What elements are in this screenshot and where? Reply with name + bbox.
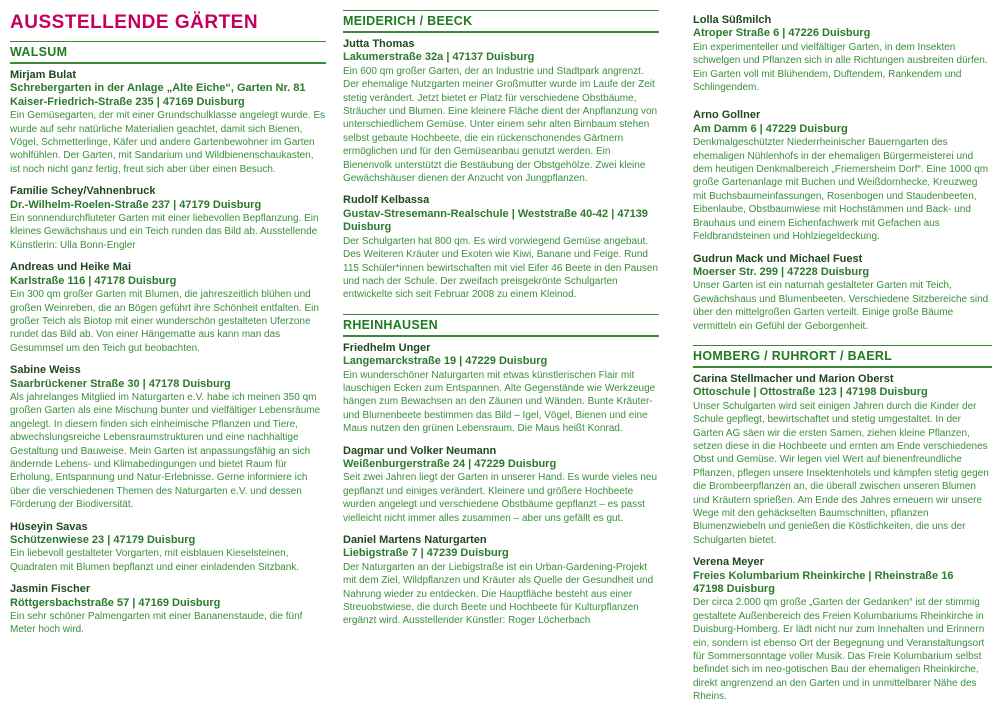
- column-3: [693, 0, 992, 713]
- entry-name: Mirjam Bulat: [10, 69, 77, 81]
- garden-entry: [343, 194, 659, 301]
- section-heading-rheinhausen: RHEINHAUSEN: [343, 314, 659, 337]
- entry-address: Schrebergarten in der Anlage „Alte Eiche“, Garten Nr. 81: [10, 82, 306, 95]
- entry-name: Jasmin Fischer: [10, 583, 91, 596]
- entry-description: Der Schulgarten hat 800 qm. Es wird vorwiegend Gemüse angebaut. Des Weiteren Kräuter und Exoten wie Kiwi, Banane und Feige. Rund 115 Schüler*innen bewirtschaften mit viel Eifer 46 Beete in den Pausen und nach der Schule. Der zweifach preisgekrönte Schulgarten entwickelte sich seit Februar 2008 zu einem Kleinod.: [343, 235, 659, 301]
- entry-description: Ein liebevoll gestalteter Vorgarten, mit eisblauen Kieselsteinen, Quadraten mit Blumen bepflanzt und einer einladenden Sitzbank.: [10, 548, 300, 573]
- entry-description: Der circa 2.000 qm große „Garten der Gedanken“ ist der stimmig gestaltete Außenbereich des Freien Kolumbariums Rheinkirche in Duisburg-Homberg. Er lädt nicht nur zum Innehalten und Erinnern ein, sondern ist ebenso Ort der Begegnung und Veranstaltungsort für Sommersonntage voller Musik. Das Freie Kolumbarium selbst befindet sich im neo-gotischen Bau der ehemaligen Rheinkirche, direkt angrenzend an den Garten und in unmittelbarer Nähe des Rheins.: [693, 597, 985, 703]
- entry-address: 47198 Duisburg: [693, 583, 775, 596]
- entry-description: Seit zwei Jahren liegt der Garten in unserer Hand. Es wurde vieles neu gepflanzt und einiges verändert. Kleinere und größere Hochbeete wurden angelegt und verschiedene Obstbäume gepflanzt – es passt vielleicht nicht immer alles zusammen – aber uns gefällt es gut.: [343, 472, 658, 524]
- entry-address: Gustav-Stresemann-Realschule | Weststraße 40-42 | 47139 Duisburg: [343, 207, 648, 234]
- entry-address: Kaiser-Friedrich-Straße 235 | 47169 Duisburg: [10, 95, 245, 108]
- entry-address: Karlstraße 116 | 47178 Duisburg: [10, 274, 177, 287]
- garden-entry: [343, 38, 659, 185]
- entry-name: Andreas und Heike Mai: [10, 261, 132, 274]
- entry-name: Lolla Süßmilch: [693, 14, 772, 26]
- garden-entry: [343, 445, 659, 525]
- entry-name: Verena Meyer: [693, 556, 764, 569]
- garden-entry: [343, 342, 659, 436]
- entry-name: Gudrun Mack und Michael Fuest: [693, 252, 863, 265]
- entry-name: Sabine Weiss: [10, 364, 81, 377]
- garden-entry: [693, 556, 992, 703]
- entry-name: Familie Schey/Vahnenbruck: [10, 185, 156, 198]
- entry-name: Dagmar und Volker Neumann: [343, 444, 497, 457]
- entry-address: Liebigstraße 7 | 47239 Duisburg: [343, 547, 509, 560]
- garden-entry: [693, 373, 992, 547]
- entry-description: Als jahrelanges Mitglied im Naturgarten e.V. habe ich meinen 350 qm großen Garten als eine Mischung bunter und vielfältiger Lebensräume angelegt. In diesem finden sich einheimische Pflanzen und Tiere, abwechslungsreiche Lebensraumstrukturen und eine nachhaltige Gestaltung und Bauweise. Mein Garten ist anpassungsfähig an sich ändernde Lebens- und Klimabedingungen und bietet Raum für Erholung, Entspannung und Natur-Erlebnisse. Gerne informiere ich über die verschiedenen Themen des Naturgarten e.V. und dessen Förderung der Biodiversität.: [10, 391, 321, 511]
- entry-description: Der Naturgarten an der Liebigstraße ist ein Urban-Gardening-Projekt mit dem Ziel, Wildpflanzen und Kräuter als Quelle der Gesundheit und Nahrung wieder zu entdecken. Die Hauptfläche besteht aus einer Streuobstwiese, die durch Beete und Hochbeete für Kulturpflanzen ergänzt wird. Ausstellender Künstler: Roger Löcherbach: [343, 561, 654, 627]
- entry-address: Saarbrückener Straße 30 | 47178 Duisburg: [10, 377, 231, 390]
- entry-address: Am Damm 6 | 47229 Duisburg: [693, 122, 848, 135]
- entry-name: Arno Gollner: [693, 109, 761, 122]
- entry-address: Ottoschule | Ottostraße 123 | 47198 Duisburg: [693, 386, 928, 399]
- entry-description: Ein 300 qm großer Garten mit Blumen, die jahreszeitlich blühen und großen Weinreben, die an Bögen geführt ihre Schönheit entfalten. Ein großer Teich als Biotop mit einer wunderschön gestalteten Uferzone rundet das Bild ab. Von einer Hängematte aus kann man das Gesummsel um den Teich gut beobachten.: [10, 289, 319, 354]
- garden-entry: [10, 185, 326, 252]
- entry-address: Schützenwiese 23 | 47179 Duisburg: [10, 534, 196, 546]
- entry-address: Freies Kolumbarium Rheinkirche | Rheinstraße 16: [693, 569, 954, 582]
- entry-description: Ein wunderschöner Naturgarten mit etwas künstlerischen Flair mit lauschigen Ecken zum Entspannen. Alte Gegenstände wie Werkzeuge hängen zum Bewachsen an den Zäunen und Wänden. Bunte Kräuter- und Blumenbeete bestimmen das Bild – Igel, Vögel, Bienen und eine Maus nutzen den grünen Lebensraum. Die Maus heißt Konrad.: [343, 369, 656, 435]
- entry-description: Ein sehr schöner Palmengarten mit einer Bananenstaude, die fünf Meter hoch wird.: [10, 611, 303, 636]
- garden-entry: [10, 583, 326, 637]
- garden-entry: [693, 253, 992, 333]
- entry-address: Dr.-Wilhelm-Roelen-Straße 237 | 47179 Duisburg: [10, 198, 262, 211]
- section-heading-homberg-ruhrort-baerl: HOMBERG / RUHRORT / BAERL: [693, 345, 992, 368]
- entry-name: Friedhelm Unger: [343, 341, 431, 354]
- entry-description: Denkmalgeschützter Niederrheinischer Bauerngarten des ehemaligen Nühlenhofs in der ehemaligen Bürgermeisterei und dem heutigen Denkmalbereich „Friemersheim Dorf“. Eine 1000 qm große Gartenanlage mit Buchen und Weißdornhecke, Kreuzweg mit Buchsbaumeinfassungen, Rosenbogen und Staudenbeeten, Eibenlaube, Obstbaumwiese mit Hochstämmen und Back- und Brauhaus und einem Eichenfachwerk mit Gefachen aus Feldbrandsteinen und Hohlziegeldeckung.: [693, 137, 989, 243]
- garden-entry: [693, 14, 992, 94]
- garden-entry: [10, 521, 326, 575]
- column-2: [343, 0, 659, 637]
- entry-description: Ein 600 qm großer Garten, der an Industrie und Stadtpark angrenzt. Der ehemalige Nutzgarten meiner Großmutter wurde im Laufe der Zeit stetig verändert. Jetzt bietet er Platz für verschiedene Obstbäume, Sträucher und Blumen. Eine kleinere Fläche dient der Anpflanzung von unterschiedlichem Gemüse. Unter einem sehr alten Birnbaum stehen selbst gebaute Hochbeete, die ein rückenschonendes Gärtnern ermöglichen und für den Gemüseanbau genutzt werden. Ein Bienenvolk unterstützt die Bestäubung der Obstgehölze. Zwei kleine Gewächshäuser dienen der Anzucht von Jungpflanzen.: [343, 65, 658, 185]
- garden-entry: [10, 364, 326, 511]
- section-heading-walsum: WALSUM: [10, 41, 326, 64]
- section-heading-meiderich-beeck: MEIDERICH / BEECK: [343, 10, 659, 33]
- entry-address: Röttgersbachstraße 57 | 47169 Duisburg: [10, 596, 221, 609]
- column-1: [10, 0, 326, 646]
- entry-description: Ein sonnendurchfluteter Garten mit einer liebevollen Bepflanzung. Ein kleines Gewächshaus und ein Teich runden das Bild ab. Ausstellende Künstlerin: Ulla Bonn-Engler: [10, 213, 319, 251]
- entry-address: Langemarckstraße 19 | 47229 Duisburg: [343, 355, 548, 368]
- entry-name: Jutta Thomas: [343, 38, 415, 50]
- entry-description: Ein Gemüsegarten, der mit einer Grundschulklasse angelegt wurde. Es wurde auf sehr natürliche Materialien geachtet, damit sich Bienen, Vögel, Schmetterlinge, Käfer und andere Gartenbewohner im Garten wohlfühlen. Der Garten, mit Sandarium und Wildbienenschaukasten, ist noch nicht ganz fertig, freut sich aber über einen Besuch.: [10, 110, 326, 175]
- entry-description: Unser Garten ist ein naturnah gestalteter Garten mit Teich, Gewächshaus und Blumenbeeten. Verschiedene Sitzbereiche sind über den mittelgroßen Garten verteilt. Einige große Bäume vermitteln ein Gefühl der Geborgenheit.: [693, 280, 989, 332]
- entry-address: Moerser Str. 299 | 47228 Duisburg: [693, 265, 870, 278]
- entry-address: Lakumerstraße 32a | 47137 Duisburg: [343, 51, 535, 64]
- garden-entry: [693, 109, 992, 243]
- entry-name: Rudolf Kelbassa: [343, 194, 430, 207]
- entry-name: Daniel Martens Naturgarten: [343, 534, 487, 546]
- entry-description: Unser Schulgarten wird seit einigen Jahren durch die Kinder der Schule gepflegt, bewirtschaftet und stetig umgestaltet. In der Garten AG säen wir die ersten Samen, ziehen kleine Pflanzen, setzen diese in die Hochbeete und ernten am Ende verschiedenes Obst und Gemüse. Wir legen viel Wert auf bienenfreundliche Pflanzen, pflegen unsere Insektenhotels und kämpfen stetig gegen die Brombeerpflanzen an, die überall zwischen unseren Blumen und Kräutern sprießen. Am Ende des Jahres erneuern wir unsere Wege mit den gehäckselten Baumschnitten, pflanzen Blumenzwiebeln und genießen die Köstlichkeiten, die uns der Schulgarten bietet.: [693, 400, 989, 546]
- garden-entry: [343, 534, 659, 628]
- garden-entry: [10, 69, 326, 176]
- entry-name: Carina Stellmacher und Marion Oberst: [693, 372, 894, 385]
- garden-entry: [10, 261, 326, 355]
- entry-description: Ein experimenteller und vielfältiger Garten, in dem Insekten schwelgen und Pflanzen sich in alle Richtungen ausbreiten dürfen. Ein Garten voll mit Blühendem, Duftendem, Rankendem und Schlingendem.: [693, 41, 988, 94]
- entry-address: Weißenburgerstraße 24 | 47229 Duisburg: [343, 457, 557, 470]
- entry-name: Hüseyin Savas: [10, 520, 88, 533]
- entry-address: Atroper Straße 6 | 47226 Duisburg: [693, 27, 871, 40]
- page-title: AUSSTELLENDE GÄRTEN: [10, 12, 259, 33]
